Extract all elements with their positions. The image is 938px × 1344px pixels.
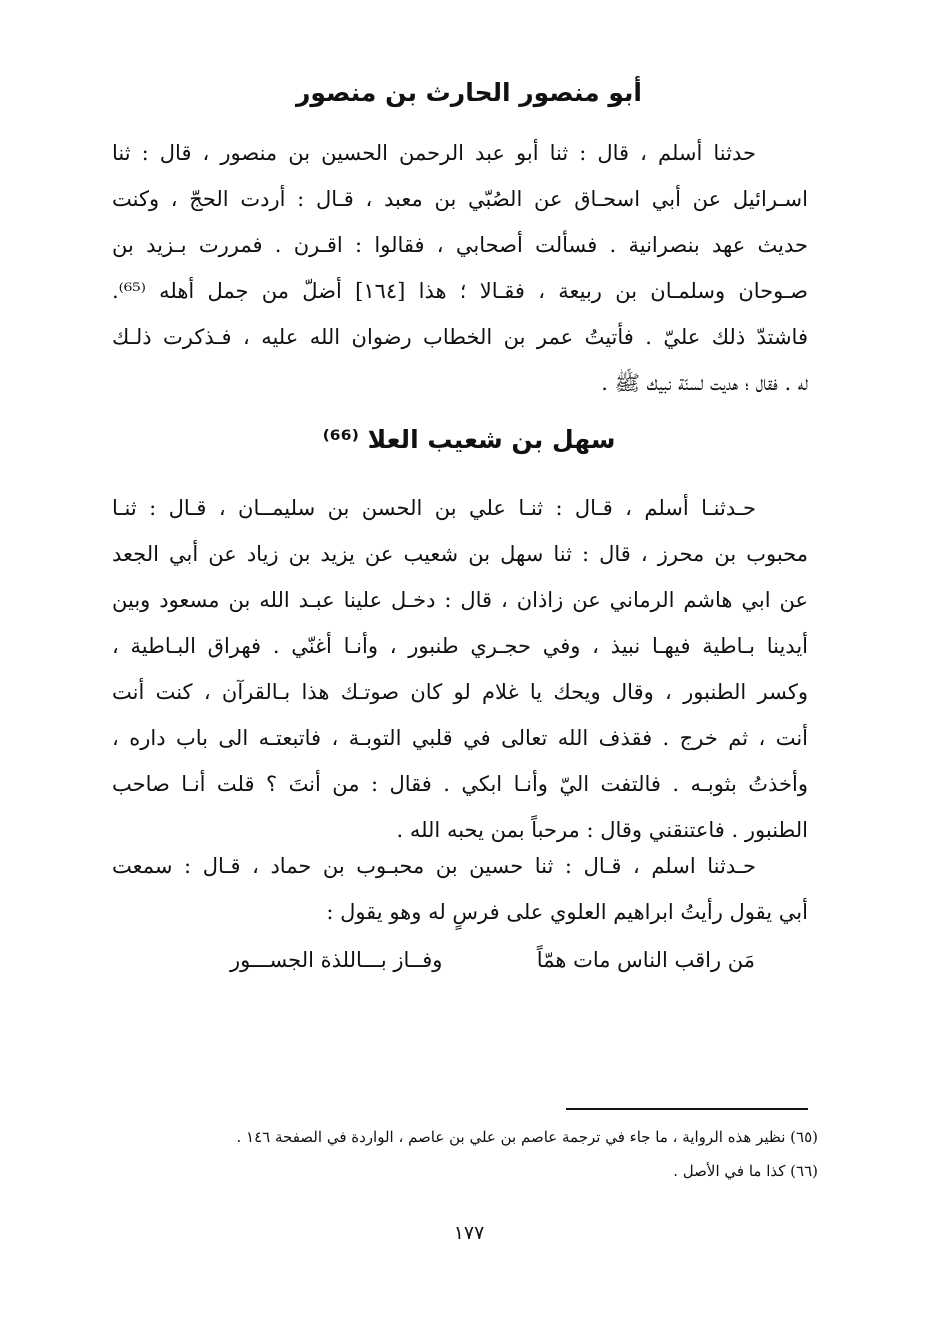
text-line: حديث عهد بنصرانية . فسألت أصحابي ، فقالوا : اقـرن . فمررت بـزيد بن [112,233,808,257]
text-line: وأخذتُ بثوبـه . فالتفت اليّ وأنـا ابكي . فقال : من أنتَ ؟ قلت أنـا صاحب [112,772,808,796]
text-line: أيدينا بـاطية فيهـا نبيذ ، وفي حجـري طنبور ، وأنـا أغنّي . فهراق البـاطية ، [112,634,808,658]
footnote-separator [566,1108,808,1110]
footnotes [112,1120,818,1188]
section-heading-sahl: سهل بن شعيب العلا ⁽⁶⁶⁾ [322,425,616,454]
verse-second-hemistich: وفــاز بـــاللذة الجســـور [230,948,443,972]
text-line: صـوحان وسلمـان بن ربيعة ، فقـالا ؛ هذا [١٦٤] أضلّ من جمل أهله ⁽⁶⁵⁾. [112,279,808,303]
text-line: الطنبور . فاعتنقني وقال : مرحباً بمن يحبه الله . [396,818,808,842]
page-number: ١٧٧ [453,1222,485,1244]
text-line: وكسر الطنبور ، وقال ويحك يا غلام لو كان صوتـك هذا بـالقرآن ، كنت أنت [112,680,808,704]
text-line: أنت ، ثم خرج . فقذف الله تعالى في قلبي التوبـة ، فاتبعتـه الى باب داره ، [112,726,808,750]
text-line: حدثنا أسلم ، قال : ثنا أبو عبد الرحمن الحسين بن منصور ، قال : ثنا [112,141,756,165]
section-heading-harith: أبو منصور الحارث بن منصور [296,78,642,107]
text-line: حـدثنا اسلم ، قـال : ثنا حسين بن محبـوب بن حماد ، قـال : سمعت [112,854,756,878]
poem-verse [230,937,755,983]
narration-sahl [112,485,808,853]
text-line: محبوب بن محرز ، قال : ثنا سهل بن شعيب عن يزيد بن زياد عن أبي الجعد [112,542,808,566]
text-line: حـدثنـا أسلم ، قـال : ثنـا علي بن الحسن بن سليمــان ، قـال : ثنـا [112,496,756,520]
narration-harith [112,130,808,406]
footnote-66: (٦٦) كذا ما في الأصل . [673,1162,818,1180]
verse-first-hemistich: مَن راقب الناس مات همّاً [536,948,755,972]
narration-husain [112,843,808,935]
text-line: له . فقال ؛ هديت لسنّة نبيك ﷺ . [601,371,808,395]
text-line: عن ابي هاشم الرماني عن زاذان ، قال : دخـل علينا عبـد الله بن مسعود وبين [112,588,808,612]
text-line: اسـرائيل عن أبي اسحـاق عن الصُبّي بن معبد ، قـال : أردت الحجّ ، وكنت [112,187,808,211]
text-line: فاشتدّ ذلك عليّ . فأتيتُ عمر بن الخطاب رضوان الله عليه ، فـذكرت ذلـك [112,325,808,349]
text-line: أبي يقول رأيتُ ابراهيم العلوي على فرسٍ له وهو يقول : [326,900,808,924]
footnote-65: (٦٥) نظير هذه الرواية ، ما جاء في ترجمة عاصم بن علي بن عاصم ، الواردة في الصفحة ١٤٦ . [236,1128,818,1146]
